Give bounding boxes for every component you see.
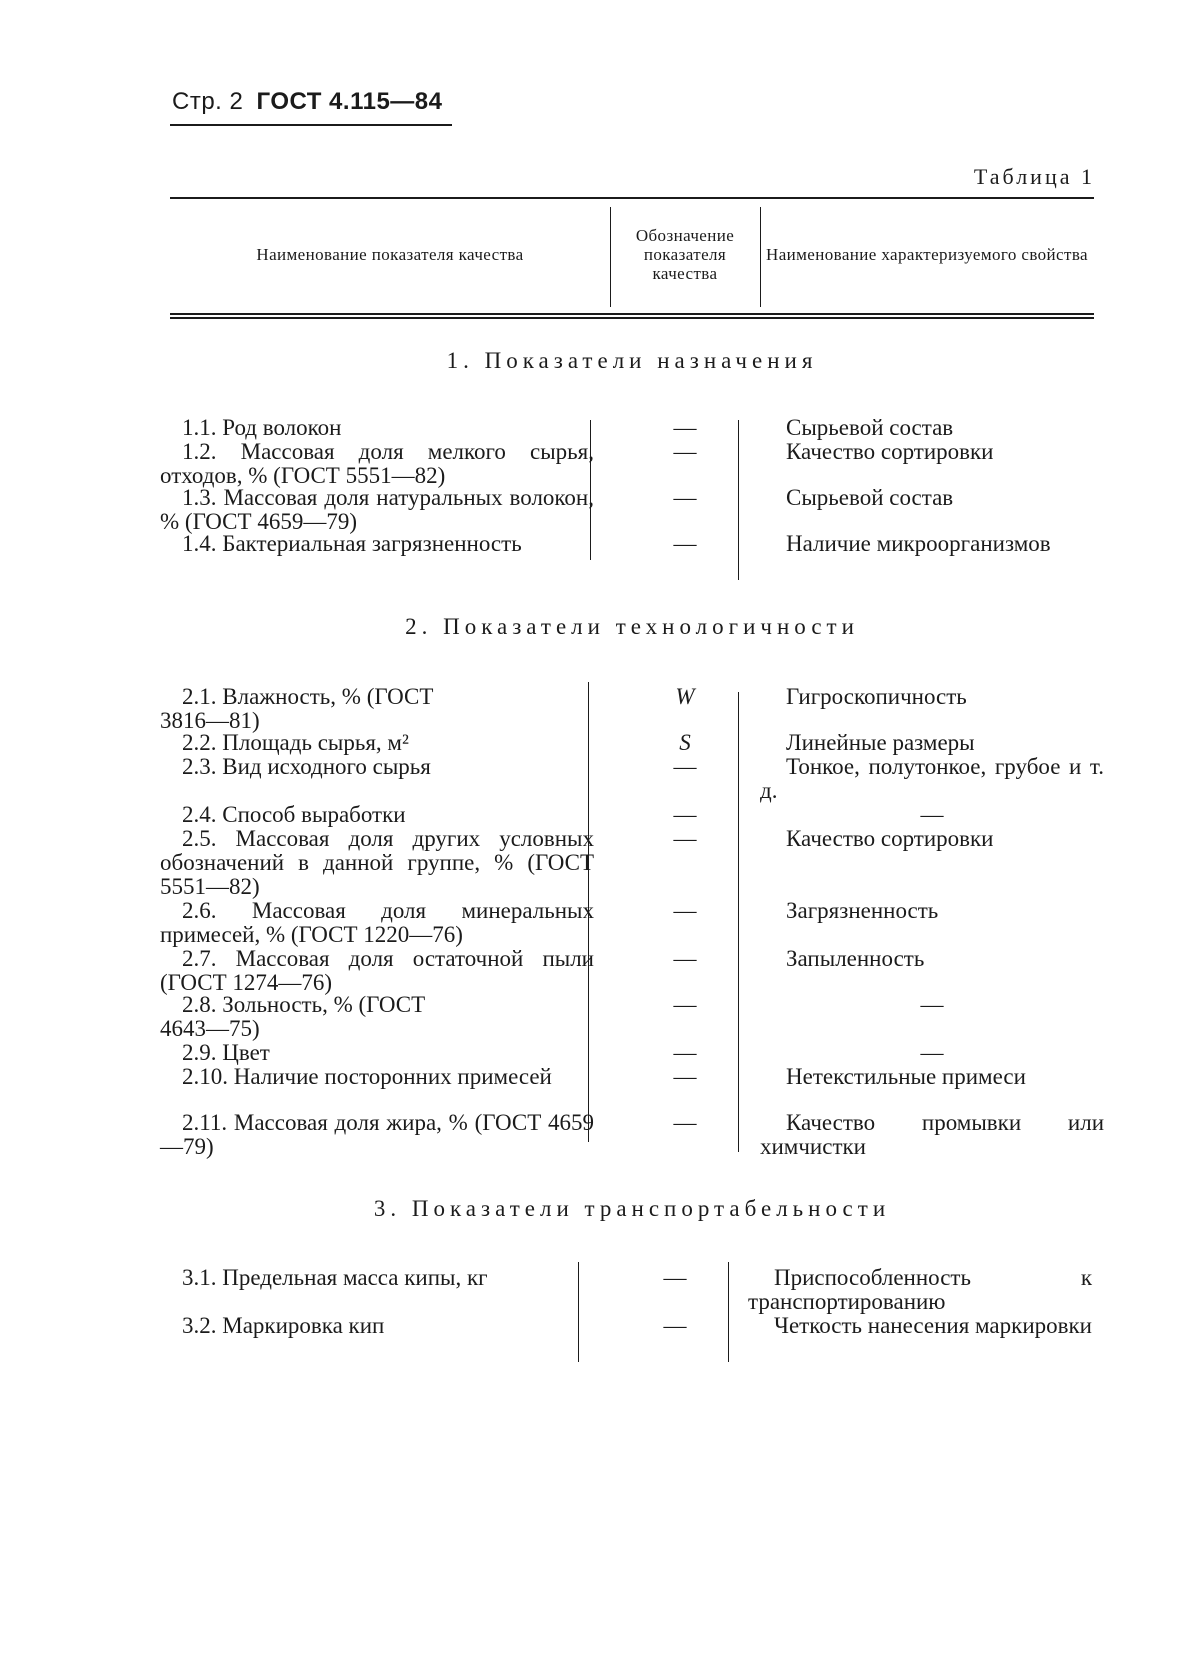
row-name: 2.3. Вид исходного сырья [182,754,431,779]
row-property: Линейные размеры [786,730,975,755]
row-name: 2.2. Площадь сырья, м² [182,730,409,755]
row-symbol: — [673,415,697,440]
row-property: Качество сортировки [786,826,994,851]
column-divider [760,207,761,307]
page-header [172,88,442,116]
row-name: 3.1. Предельная масса кипы, кг [182,1265,488,1290]
column-header-name: Наименование показателя качества [256,244,524,264]
row-name: 2.1. Влажность, % (ГОСТ 3816—81) [160,684,434,733]
row-property: Гигроскопичность [786,684,967,709]
row-property: — [920,992,944,1017]
row-name: 2.9. Цвет [182,1040,270,1065]
row-name: 1.4. Бактериальная загрязненность [182,531,522,556]
section-title: 2. Показатели технологичности [405,614,859,639]
row-symbol: W [675,684,695,709]
row-symbol: — [673,439,697,464]
row-property: Сырьевой состав [786,485,954,510]
row-name: 2.5. Массовая доля других условных обозначений в данной группе, % (ГОСТ 5551—82) [160,826,594,899]
row-property: Качество промывки или химчистки [760,1110,1104,1159]
row-name: 2.11. Массовая доля жира, % (ГОСТ 4659—79) [160,1110,594,1159]
row-symbol: — [673,992,697,1017]
row-name: 2.6. Массовая доля минеральных примесей, % (ГОСТ 1220—76) [160,898,594,947]
row-symbol: — [673,754,697,779]
page-number: Стр. 2 [172,88,244,115]
row-name: 1.2. Массовая доля мелкого сырья, отходов, % (ГОСТ 5551—82) [160,439,594,488]
row-name: 3.2. Маркировка кип [182,1313,385,1338]
row-symbol: — [673,826,697,851]
row-symbol: — [673,946,697,971]
row-name: 1.3. Массовая доля натуральных волокон, % (ГОСТ 4659—79) [160,485,594,534]
row-name: 2.4. Способ выработки [182,802,406,827]
row-symbol: S [679,730,691,755]
row-symbol: — [673,802,697,827]
row-property: Четкость нанесения маркировки [774,1313,1092,1338]
row-property: Нетекстильные примеси [786,1064,1026,1089]
row-property: Тонкое, полутонкое, грубое и т. д. [760,754,1104,803]
header-rule [170,124,452,126]
header-double-rule [170,313,1094,319]
row-name: 1.1. Род волокон [182,415,342,440]
row-symbol: — [673,485,697,510]
row-property: Запыленность [786,946,925,971]
row-symbol: — [673,898,697,923]
row-symbol: — [673,1040,697,1065]
row-property: — [920,1040,944,1065]
row-symbol: — [673,531,697,556]
row-property: Приспособленность к транспортированию [748,1265,1092,1314]
row-symbol: — [663,1313,687,1338]
row-symbol: — [673,1064,697,1089]
row-property: Загрязненность [786,898,939,923]
standard-number: ГОСТ 4.115—84 [256,88,443,115]
row-name: 2.7. Массовая доля остаточной пыли (ГОСТ 1274—76) [160,946,594,995]
row-name: 2.10. Наличие посторонних примесей [182,1064,552,1089]
row-property: — [920,802,944,827]
column-header-property: Наименование характеризуемого свойства [766,244,1088,264]
row-property: Качество сортировки [786,439,994,464]
row-symbol: — [663,1265,687,1290]
column-header-symbol: Обозначение показателя качества [635,225,735,283]
row-property: Наличие микроорганизмов [786,531,1051,556]
table-caption: Таблица 1 [973,164,1095,189]
row-name: 2.8. Зольность, % (ГОСТ 4643—75) [160,992,426,1041]
section-title: 3. Показатели транспортабельности [373,1196,891,1221]
table-header [170,197,1094,319]
section-title: 1. Показатели назначения [446,348,818,373]
row-symbol: — [673,1110,697,1135]
row-property: Сырьевой состав [786,415,954,440]
column-divider [610,207,611,307]
